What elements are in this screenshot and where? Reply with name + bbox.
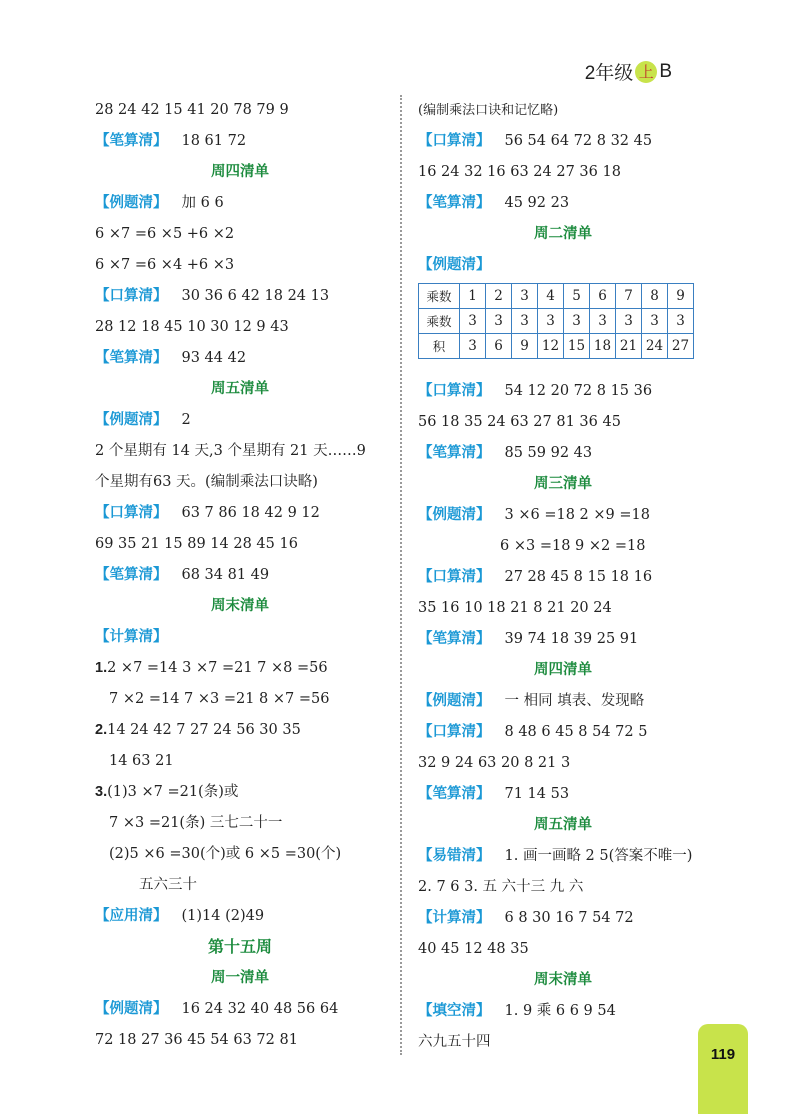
table-cell: 6 [590, 284, 616, 309]
answer-text-line: 6 ×3 =18 9 ×2 =18 [500, 538, 646, 554]
answer-line [418, 126, 708, 157]
category-tag: 【例题清】 [95, 1001, 168, 1017]
answer-line [95, 343, 385, 374]
answer-text-line: 32 9 24 63 20 8 21 3 [418, 755, 571, 771]
answer-line [95, 622, 385, 653]
answer-line [95, 498, 385, 529]
left-column [95, 95, 385, 1056]
section-heading: 周三清单 [534, 476, 592, 492]
table-row [419, 284, 694, 309]
section-heading: 周四清单 [534, 662, 592, 678]
table-cell: 3 [564, 309, 590, 334]
answer-text-line: 2 个星期有 14 天,3 个星期有 21 天……9 [95, 443, 366, 459]
answer-text-line: (编制乘法口诀和记忆略) [418, 103, 559, 118]
answer-line [418, 438, 708, 469]
category-tag: 【口算清】 [418, 724, 491, 740]
table-cell: 3 [486, 309, 512, 334]
answer-line [95, 560, 385, 591]
answer-line [95, 281, 385, 312]
answer-text: 1. 9 乘 6 6 9 54 [504, 1003, 616, 1019]
table-row-header: 乘数 [419, 309, 460, 334]
answer-text: (1)3 ×7 =21(条)或 [107, 784, 239, 800]
category-tag: 【填空清】 [418, 1003, 491, 1019]
category-tag: 【应用清】 [95, 908, 168, 924]
answer-text-line: 56 18 35 24 63 27 81 36 45 [418, 414, 621, 430]
table-cell: 3 [512, 309, 538, 334]
answer-line [418, 779, 708, 810]
category-tag: 【口算清】 [95, 505, 168, 521]
table-cell: 3 [668, 309, 694, 334]
category-tag: 【例题清】 [418, 507, 491, 523]
answer-line [95, 188, 385, 219]
answer-line [418, 686, 708, 717]
category-tag: 【例题清】 [418, 693, 491, 709]
table-cell: 2 [486, 284, 512, 309]
answer-text-line: 14 63 21 [109, 753, 174, 769]
answer-text: 56 54 64 72 8 32 45 [504, 133, 653, 149]
multiplication-table-wrap [418, 281, 708, 376]
grade-label: 2年级 [584, 63, 634, 84]
category-tag: 【笔算清】 [418, 786, 491, 802]
right-column [418, 95, 708, 1058]
week-heading: 第十五周 [207, 939, 272, 956]
numbered-answer [95, 715, 385, 746]
answer-text: 16 24 32 40 48 56 64 [181, 1001, 339, 1017]
answer-text: 18 61 72 [181, 133, 247, 149]
answer-line [418, 250, 708, 281]
answer-line [418, 717, 708, 748]
answer-line [95, 994, 385, 1025]
category-tag: 【口算清】 [418, 569, 491, 585]
category-tag: 【例题清】 [95, 412, 168, 428]
category-tag: 【易错清】 [418, 848, 491, 864]
category-tag: 【计算清】 [418, 910, 491, 926]
answer-line [418, 624, 708, 655]
item-number: 1. [95, 660, 108, 676]
category-tag: 【笔算清】 [418, 445, 491, 461]
answer-line [418, 903, 708, 934]
answer-text: 63 7 86 18 42 9 12 [181, 505, 320, 521]
section-heading: 周末清单 [211, 598, 269, 614]
table-cell: 3 [538, 309, 564, 334]
table-cell: 9 [512, 334, 538, 359]
table-cell: 3 [616, 309, 642, 334]
answer-text: 3 ×6 =18 2 ×9 =18 [504, 507, 650, 523]
category-tag: 【例题清】 [418, 257, 491, 273]
answer-line [418, 841, 708, 872]
category-tag: 【计算清】 [95, 629, 168, 645]
answer-line [95, 901, 385, 932]
table-cell: 9 [668, 284, 694, 309]
grade-header [585, 58, 672, 85]
answer-text-line: 28 12 18 45 10 30 12 9 43 [95, 319, 289, 335]
answer-text: 2 [181, 412, 191, 428]
section-heading: 周五清单 [211, 381, 269, 397]
answer-text-line: 7 ×3 =21(条) 三七二十一 [109, 815, 283, 831]
category-tag: 【笔算清】 [95, 567, 168, 583]
answer-text-line: 72 18 27 36 45 54 63 72 81 [95, 1032, 298, 1048]
answer-text-line: 16 24 32 16 63 24 27 36 18 [418, 164, 621, 180]
edition-label: B [659, 60, 672, 82]
answer-text-line: 五六三十 [139, 877, 197, 893]
answer-text: 85 59 92 43 [504, 445, 593, 461]
answer-line [418, 562, 708, 593]
answer-text-line: 35 16 10 18 21 8 21 20 24 [418, 600, 612, 616]
section-heading: 周一清单 [211, 970, 269, 986]
table-cell: 12 [538, 334, 564, 359]
answer-text-line: 28 24 42 15 41 20 78 79 9 [95, 102, 289, 118]
answer-text: 30 36 6 42 18 24 13 [181, 288, 330, 304]
table-cell: 1 [460, 284, 486, 309]
table-row-header: 积 [419, 334, 460, 359]
answer-text-line: 2. 7 6 3. 五 六十三 九 六 [418, 879, 584, 895]
answer-line [95, 405, 385, 436]
category-tag: 【笔算清】 [95, 133, 168, 149]
item-number: 3. [95, 784, 108, 800]
table-cell: 3 [642, 309, 668, 334]
answer-text: 一 相同 填表、发现略 [504, 693, 645, 709]
answer-text: 93 44 42 [181, 350, 247, 366]
table-cell: 15 [564, 334, 590, 359]
answer-text: 71 14 53 [504, 786, 570, 802]
answer-text: 45 92 23 [504, 195, 570, 211]
table-cell: 24 [642, 334, 668, 359]
item-number: 2. [95, 722, 108, 738]
answer-text: 加 6 6 [181, 195, 224, 211]
answer-text: 1. 画一画略 2 5(答案不唯一) [504, 848, 693, 864]
answer-line [418, 996, 708, 1027]
answer-line [418, 188, 708, 219]
answer-text: 39 74 18 39 25 91 [504, 631, 639, 647]
section-heading: 周末清单 [534, 972, 592, 988]
table-cell: 6 [486, 334, 512, 359]
answer-text-line: 7 ×2 =14 7 ×3 =21 8 ×7 =56 [109, 691, 330, 707]
table-cell: 3 [512, 284, 538, 309]
category-tag: 【笔算清】 [418, 195, 491, 211]
section-heading: 周五清单 [534, 817, 592, 833]
table-cell: 3 [590, 309, 616, 334]
term-badge: 上 [635, 61, 657, 83]
table-cell: 5 [564, 284, 590, 309]
table-cell: 18 [590, 334, 616, 359]
answer-text-line: 40 45 12 48 35 [418, 941, 529, 957]
answer-text: 27 28 45 8 15 18 16 [504, 569, 653, 585]
answer-text: 6 8 30 16 7 54 72 [504, 910, 634, 926]
category-tag: 【口算清】 [95, 288, 168, 304]
table-row-header: 乘数 [419, 284, 460, 309]
answer-text: 8 48 6 45 8 54 72 5 [504, 724, 648, 740]
category-tag: 【例题清】 [95, 195, 168, 211]
answer-line [95, 126, 385, 157]
multiplication-table [418, 283, 694, 359]
answer-text-line: (2)5 ×6 =30(个)或 6 ×5 =30(个) [109, 846, 342, 862]
table-cell: 8 [642, 284, 668, 309]
numbered-answer [95, 777, 385, 808]
numbered-answer [95, 653, 385, 684]
page-number: 119 [710, 1046, 736, 1063]
table-cell: 3 [460, 309, 486, 334]
answer-text-line: 6 ×7 =6 ×4 +6 ×3 [95, 257, 235, 273]
category-tag: 【口算清】 [418, 383, 491, 399]
answer-text: 14 24 42 7 27 24 56 30 35 [107, 722, 301, 738]
section-heading: 周四清单 [211, 164, 269, 180]
answer-text-line: 六九五十四 [418, 1034, 491, 1050]
section-heading: 周二清单 [534, 226, 592, 242]
table-row [419, 309, 694, 334]
table-cell: 4 [538, 284, 564, 309]
category-tag: 【笔算清】 [418, 631, 491, 647]
category-tag: 【笔算清】 [95, 350, 168, 366]
answer-text: 54 12 20 72 8 15 36 [504, 383, 653, 399]
answer-line [418, 376, 708, 407]
answer-text-line: 69 35 21 15 89 14 28 45 16 [95, 536, 298, 552]
table-cell: 21 [616, 334, 642, 359]
table-cell: 3 [460, 334, 486, 359]
column-divider [400, 95, 402, 1055]
table-cell: 7 [616, 284, 642, 309]
page-number-tab [698, 1024, 748, 1114]
answer-text-line: 个星期有63 天。(编制乘法口诀略) [95, 474, 318, 490]
category-tag: 【口算清】 [418, 133, 491, 149]
table-row [419, 334, 694, 359]
answer-text: (1)14 (2)49 [181, 908, 265, 924]
answer-text-line: 6 ×7 =6 ×5 +6 ×2 [95, 226, 235, 242]
table-cell: 27 [668, 334, 694, 359]
answer-text: 68 34 81 49 [181, 567, 270, 583]
answer-line [418, 500, 708, 531]
answer-text: 2 ×7 =14 3 ×7 =21 7 ×8 =56 [107, 660, 328, 676]
